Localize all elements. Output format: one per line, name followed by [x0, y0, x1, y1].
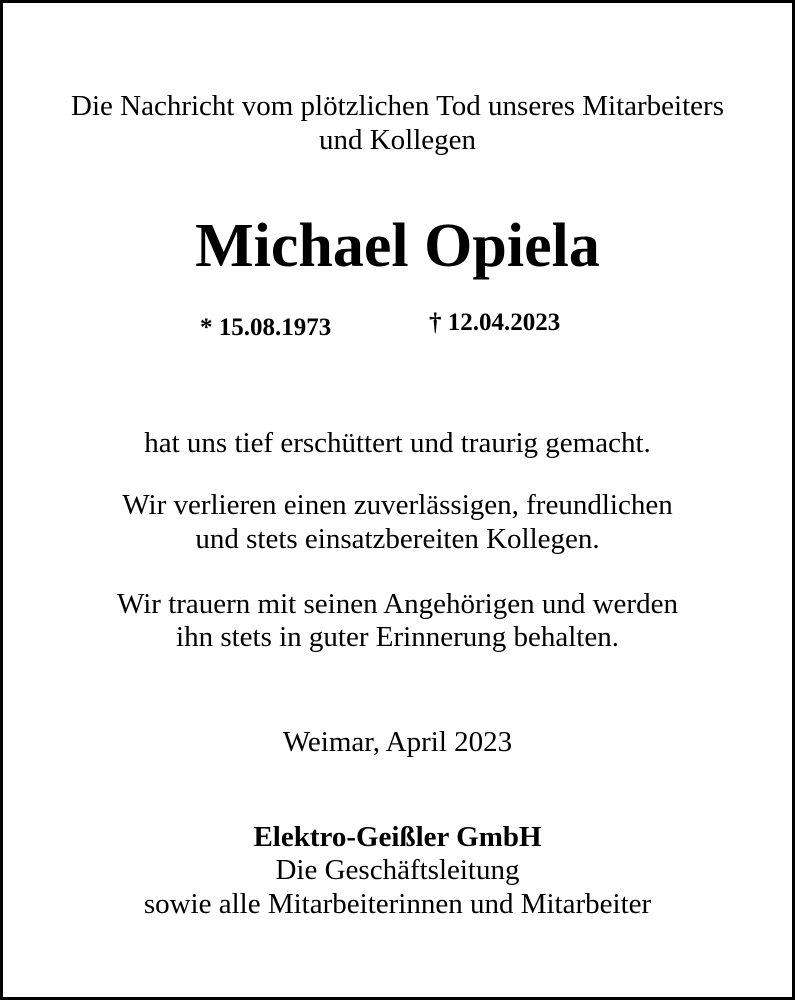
- signature-line-1: Die Geschäftsleitung: [275, 854, 520, 886]
- paragraph-1-line-1: hat uns tief erschüttert und traurig gemacht.: [144, 427, 651, 459]
- birth-date: * 15.08.1973: [200, 314, 332, 341]
- death-date: † 12.04.2023: [429, 309, 561, 336]
- intro-line-2: und Kollegen: [318, 124, 477, 156]
- company-name: Elektro-Geißler GmbH: [253, 821, 542, 853]
- place-date: Weimar, April 2023: [282, 726, 513, 758]
- deceased-name: Michael Opiela: [195, 212, 600, 280]
- paragraph-2-line-2: und stets einsatzbereiten Kollegen.: [195, 523, 600, 555]
- paragraph-3-line-1: Wir trauern mit seinen Angehörigen und werden: [117, 588, 678, 620]
- intro-line-1: Die Nachricht vom plötzlichen Tod unseres Mitarbeiters: [71, 90, 724, 122]
- paragraph-3-line-2: ihn stets in guter Erinnerung behalten.: [176, 621, 619, 653]
- signature-line-2: sowie alle Mitarbeiterinnen und Mitarbeiter: [143, 888, 652, 920]
- paragraph-2-line-1: Wir verlieren einen zuverlässigen, freundlichen: [122, 489, 673, 521]
